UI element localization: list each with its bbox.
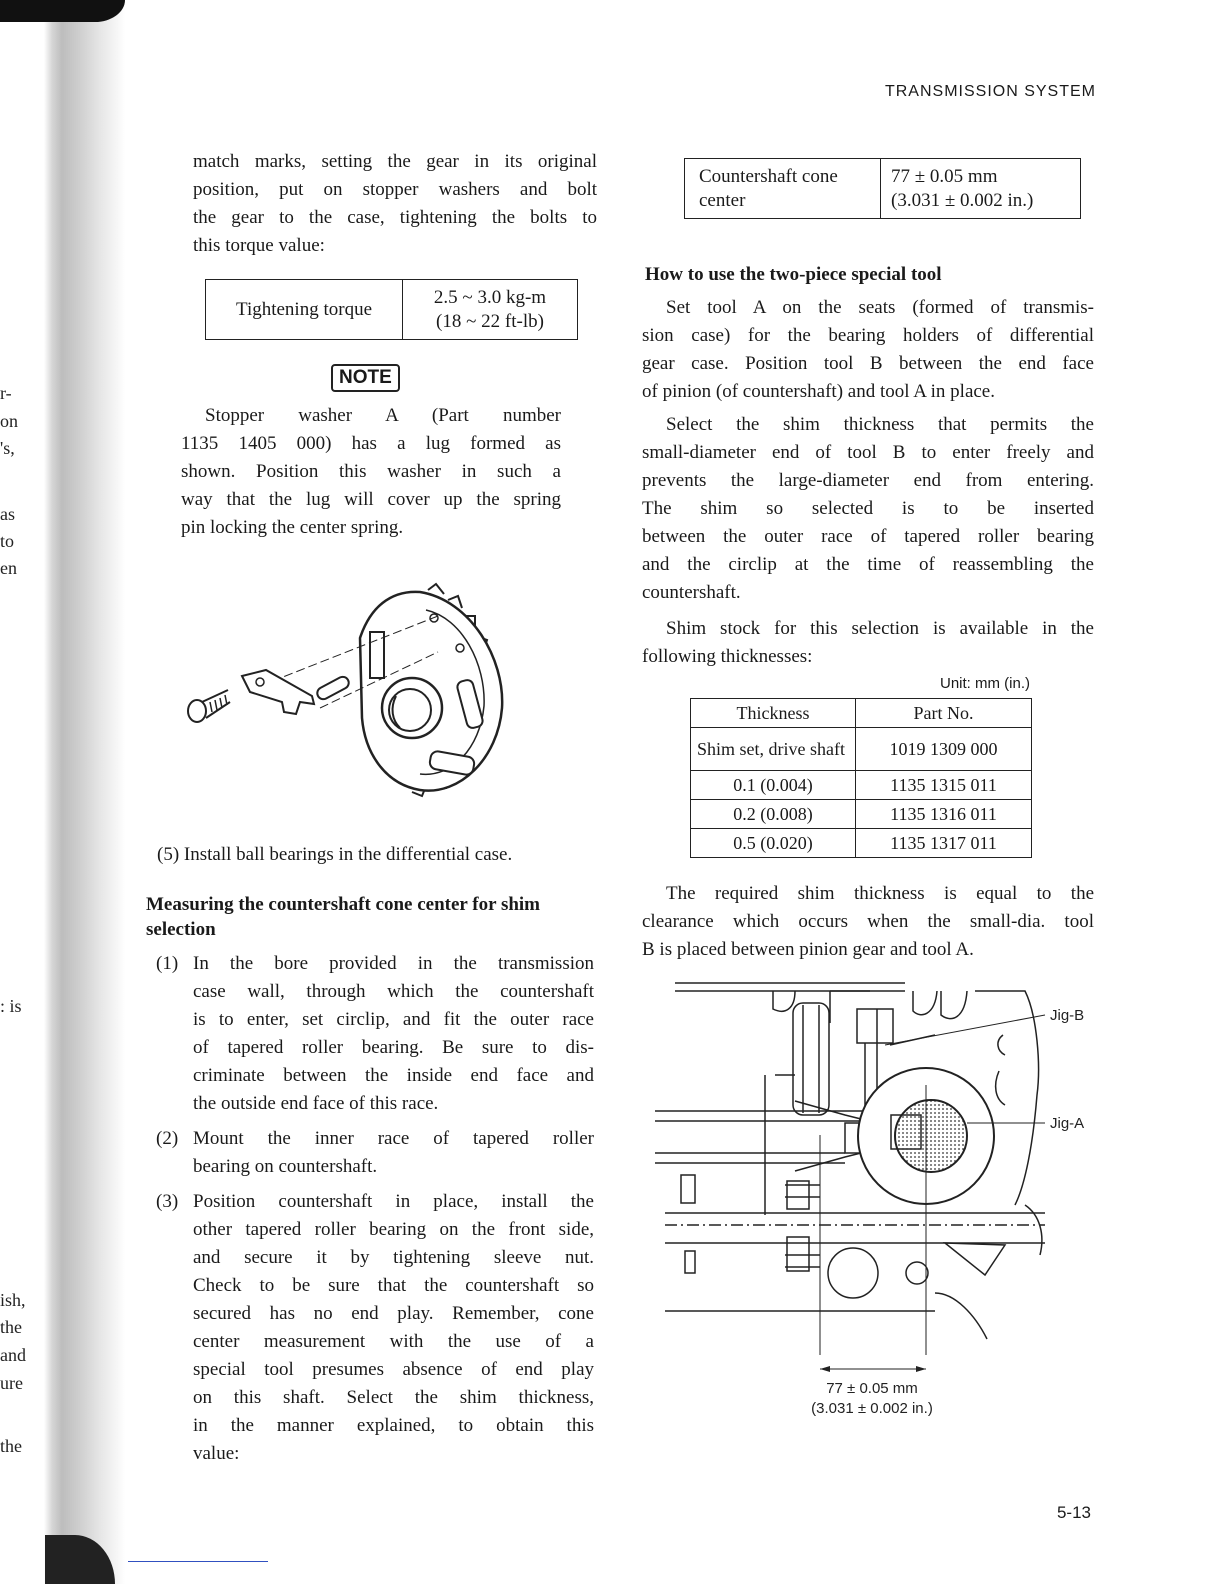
edge-fragment: : is xyxy=(0,996,22,1016)
text-line: the gear to the case, tightening the bolts to xyxy=(193,207,597,228)
shim-table xyxy=(690,698,1032,858)
table-header-row xyxy=(691,699,1032,728)
torque-table xyxy=(205,279,578,340)
scan-edge-line xyxy=(128,1561,268,1562)
text-line: pin locking the center spring. xyxy=(181,517,404,538)
text-line: this torque value: xyxy=(193,235,325,256)
table-cell: 1135 1315 011 xyxy=(856,771,1032,800)
edge-fragment: as xyxy=(0,504,15,524)
torque-label-cell: Tightening torque xyxy=(206,280,403,340)
text-line: special tool presumes absence of end play xyxy=(193,1359,594,1380)
cone-label-line: center xyxy=(699,189,746,211)
cone-center-measurement-diagram xyxy=(645,975,1100,1420)
gear-washer-illustration xyxy=(180,578,540,803)
stopper-lug xyxy=(370,632,384,678)
cone-value-imperial: (3.031 ± 0.002 in.) xyxy=(891,189,1034,211)
text-line: The required shim thickness is equal to the xyxy=(666,883,1094,904)
unit-label: Unit: mm (in.) xyxy=(940,675,1030,692)
cone-center-table xyxy=(684,158,1081,219)
text-line: shown. Position this washer in such a xyxy=(181,461,561,482)
edge-fragment: and xyxy=(0,1345,26,1365)
text-line: Check to be sure that the countershaft so xyxy=(193,1275,594,1296)
tool-paragraph-4 xyxy=(642,880,1094,964)
text-line: following thicknesses: xyxy=(642,646,813,667)
text-line: clearance which occurs when the small-dia. tool xyxy=(642,911,1094,932)
step-5: (5) Install ball bearings in the differential case. xyxy=(157,844,513,865)
edge-fragment: on xyxy=(0,411,18,431)
heading-line: Measuring the countershaft cone center for shim xyxy=(146,894,541,915)
intro-paragraph xyxy=(193,148,597,260)
table-cell: 0.1 (0.004) xyxy=(691,771,856,800)
edge-fragment: ure xyxy=(0,1373,23,1393)
cone-value-metric: 77 ± 0.05 mm xyxy=(891,165,998,187)
stopper-washer xyxy=(242,670,314,714)
table-cell: 1135 1317 011 xyxy=(856,829,1032,858)
table-cell: 1019 1309 000 xyxy=(856,728,1032,771)
torque-value-imperial: (18 ~ 22 ft-lb) xyxy=(436,310,544,332)
spring-pin xyxy=(315,675,351,702)
edge-fragment: r- xyxy=(0,383,12,403)
note-paragraph xyxy=(181,402,561,542)
text-line: The shim so selected is to be inserted xyxy=(642,498,1094,519)
center-hub-bore xyxy=(389,689,431,731)
jig-b-label: Jig-B xyxy=(1050,1007,1085,1024)
text-line: criminate between the inside end face and xyxy=(193,1065,594,1086)
text-line: Select the shim thickness that permits the xyxy=(666,414,1094,435)
text-line: of pinion (of countershaft) and tool A in place. xyxy=(642,381,995,402)
dimension-label-metric: 77 ± 0.05 mm xyxy=(826,1380,918,1397)
table-cell: 0.5 (0.020) xyxy=(691,829,856,858)
step-2-number: (2) xyxy=(156,1128,179,1149)
tool-heading: How to use the two-piece special tool xyxy=(645,264,942,285)
table-cell: Shim set, drive shaft xyxy=(691,728,856,771)
dimension-label-imperial: (3.031 ± 0.002 in.) xyxy=(811,1400,933,1417)
text-line: the outside end face of this race. xyxy=(193,1093,439,1114)
step-1-text xyxy=(193,950,594,1118)
text-line: prevents the large-diameter end from entering. xyxy=(642,470,1094,491)
text-line: other tapered roller bearing on the front side, xyxy=(193,1219,594,1240)
text-line: B is placed between pinion gear and tool A. xyxy=(642,939,974,960)
page-number: 5-13 xyxy=(1056,1503,1091,1522)
cone-value-cell xyxy=(881,159,1081,219)
text-line: case wall, through which the countershaft xyxy=(193,981,594,1002)
text-line: value: xyxy=(193,1443,240,1464)
text-line: bearing on countershaft. xyxy=(193,1156,378,1177)
text-line: small-diameter end of tool B to enter freely and xyxy=(642,442,1094,463)
bolt-hole xyxy=(456,644,464,652)
text-line: countershaft. xyxy=(642,582,741,603)
dimension-arrow xyxy=(820,1366,926,1372)
table-row xyxy=(691,771,1032,800)
table-header: Part No. xyxy=(856,699,1032,728)
edge-fragment: 's, xyxy=(0,438,15,458)
text-line: of tapered roller bearing. Be sure to dis- xyxy=(193,1037,594,1058)
text-line: and secure it by tightening sleeve nut. xyxy=(193,1247,594,1268)
table-row xyxy=(691,829,1032,858)
jig-a-disc xyxy=(895,1100,967,1172)
table-cell: 0.2 (0.008) xyxy=(691,800,856,829)
text-line: Set tool A on the seats (formed of transmis- xyxy=(666,297,1094,318)
text-line: Shim stock for this selection is available in the xyxy=(666,618,1094,639)
text-line: match marks, setting the gear in its original xyxy=(193,151,597,172)
edge-fragment: to xyxy=(0,531,15,551)
torque-value-cell xyxy=(403,280,578,340)
edge-fragment: en xyxy=(0,558,17,578)
text-line: secured has no end play. Remember, cone xyxy=(193,1303,594,1324)
table-cell: 1135 1316 011 xyxy=(856,800,1032,829)
text-line: 1135 1405 000) has a lug formed as xyxy=(181,433,561,454)
table-row xyxy=(691,728,1032,771)
text-line: Position countershaft in place, install the xyxy=(193,1191,594,1212)
jig-b-leader xyxy=(885,1015,1045,1045)
cone-label-line: Countershaft cone xyxy=(699,165,838,187)
step-3-text xyxy=(193,1188,594,1468)
text-line: gear case. Position tool B between the end face xyxy=(642,353,1094,374)
text-line: way that the lug will cover up the spring xyxy=(181,489,561,510)
text-line: position, put on stopper washers and bolt xyxy=(193,179,597,200)
tool-paragraph-2 xyxy=(642,411,1094,607)
text-line: in the manner explained, to obtain this xyxy=(193,1415,594,1436)
tool-paragraph-1 xyxy=(642,294,1094,406)
text-line: on this shaft. Select the shim thickness, xyxy=(193,1387,594,1408)
note-badge: NOTE xyxy=(331,364,400,392)
cone-label-cell xyxy=(685,159,881,219)
step-1-number: (1) xyxy=(156,953,179,974)
table-row xyxy=(691,800,1032,829)
heading-line: selection xyxy=(146,919,216,940)
text-line: Mount the inner race of tapered roller xyxy=(193,1128,594,1149)
jig-a-label: Jig-A xyxy=(1050,1115,1085,1132)
text-line: center measurement with the use of a xyxy=(193,1331,594,1352)
text-line: In the bore provided in the transmission xyxy=(193,953,594,974)
step-3-number: (3) xyxy=(156,1191,179,1212)
bolt xyxy=(188,690,230,722)
running-header: TRANSMISSION SYSTEM xyxy=(884,83,1096,100)
gutter-shadow-top xyxy=(0,0,125,22)
section-heading xyxy=(146,892,598,942)
shaft-assembly xyxy=(655,1003,1045,1339)
edge-fragment: ish, xyxy=(0,1290,26,1310)
edge-fragment: the xyxy=(0,1436,22,1456)
text-line: and the circlip at the time of reassembling the xyxy=(642,554,1094,575)
tool-paragraph-3 xyxy=(642,615,1094,671)
text-line: Stopper washer A (Part number xyxy=(205,405,561,426)
table-header: Thickness xyxy=(691,699,856,728)
text-line: sion case) for the bearing holders of differential xyxy=(642,325,1094,346)
text-line: is to enter, set circlip, and fit the outer race xyxy=(193,1009,594,1030)
text-line: between the outer race of tapered roller bearing xyxy=(642,526,1094,547)
edge-fragment: the xyxy=(0,1317,22,1337)
step-2-text xyxy=(193,1125,594,1181)
torque-value-metric: 2.5 ~ 3.0 kg-m xyxy=(433,286,547,308)
